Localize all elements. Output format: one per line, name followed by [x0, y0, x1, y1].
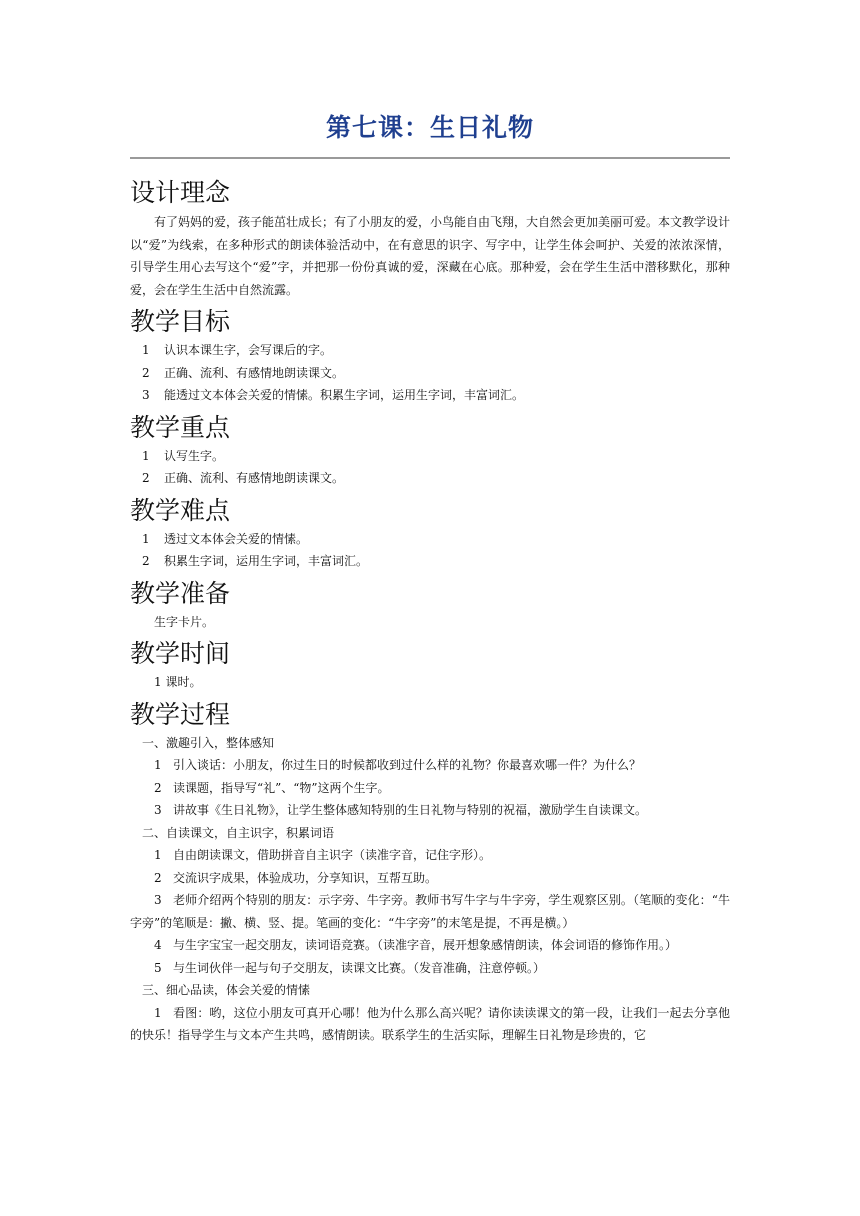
section-heading-process: 教学过程	[130, 699, 231, 729]
list-item: 2 积累生字词，运用生字词，丰富词汇。	[142, 554, 369, 568]
preparation-text: 生字卡片。	[154, 614, 215, 629]
title-divider	[130, 157, 730, 159]
list-item: 3 能透过文本体会关爱的情愫。积累生字词，运用生字词，丰富词汇。	[142, 388, 525, 402]
section-heading-teaching-goals: 教学目标	[130, 307, 231, 336]
list-item: 1 看图：哟，这位小朋友可真开心哪！他为什么那么高兴呢？请你读读课文的第一段，让我们一起去分享他的快乐！指导学生与文本产生共鸣，感情朗读。联系学生的生活实际，理解生日礼物是珍贵的，它	[130, 1005, 730, 1042]
time-text: 1 课时。	[154, 675, 202, 689]
section-heading-design-concept: 设计理念	[130, 178, 231, 207]
process-part-title: 一、激趣引入，整体感知	[142, 735, 275, 750]
list-item: 2 正确、流利、有感情地朗读课文。	[142, 365, 345, 380]
list-item: 4 与生字宝宝一起交朋友，读词语竞赛。（读准字音，展开想象感情朗读，体会词语的修饰作用。）	[154, 938, 678, 952]
page-title: 第七课：生日礼物	[325, 113, 534, 142]
list-item: 1 认识本课生字，会写课后的字。	[142, 343, 333, 357]
section-heading-preparation: 教学准备	[130, 578, 231, 608]
document-body	[130, 176, 730, 1047]
list-item: 3 讲故事《生日礼物》，让学生整体感知特别的生日礼物与特别的祝福，激励学生自读课文。	[154, 803, 648, 817]
list-item: 1 透过文本体会关爱的情愫。	[142, 531, 309, 546]
list-item: 2 正确、流利、有感情地朗读课文。	[142, 471, 345, 485]
list-item: 5 与生词伙伴一起与句子交朋友，读课文比赛。（发音准确，注意停顿。）	[154, 960, 546, 975]
list-item: 1 认写生字。	[142, 448, 225, 463]
section-heading-time: 教学时间	[130, 639, 231, 668]
process-part-title: 三、细心品读，体会关爱的情愫	[142, 983, 311, 997]
process-part-title: 二、自读课文，自主识字，积累词语	[142, 825, 335, 840]
section-heading-key-points: 教学重点	[130, 412, 231, 442]
list-item: 2 交流识字成果，体验成功，分享知识，互帮互助。	[154, 870, 438, 885]
list-item: 2 读课题，指导写“礼”、“物”这两个生字。	[154, 780, 390, 795]
design-concept-paragraph: 有了妈妈的爱，孩子能茁壮成长；有了小朋友的爱，小鸟能自由飞翔，大自然会更加美丽可爱。本文教学设计以“爱”为线索，在多种形式的朗读体验活动中，在有意思的识字、写字中，让学生体会呵护、关爱的浓浓深情，引导学生用心去写这个“爱”字，并把那一份份真诚的爱，深藏在心底。那种爱，会在学生生活中潜移默化，那种爱，会在学生生活中自然流露。	[130, 215, 731, 297]
section-heading-difficulties: 教学难点	[130, 495, 231, 525]
list-item: 3 老师介绍两个特别的朋友：示字旁、牛字旁。教师书写牛字与牛字旁，学生观察区别。（笔顺的变化：“牛字旁”的笔顺是：撇、横、竖、提。笔画的变化：“牛字旁”的末笔是提，不再是横。）	[130, 893, 730, 930]
list-item: 1 引入谈话：小朋友，你过生日的时候都收到过什么样的礼物？你最喜欢哪一件？为什么？	[154, 758, 642, 772]
list-item: 1 自由朗读课文，借助拼音自主识字（读准字音，记住字形）。	[154, 848, 492, 862]
